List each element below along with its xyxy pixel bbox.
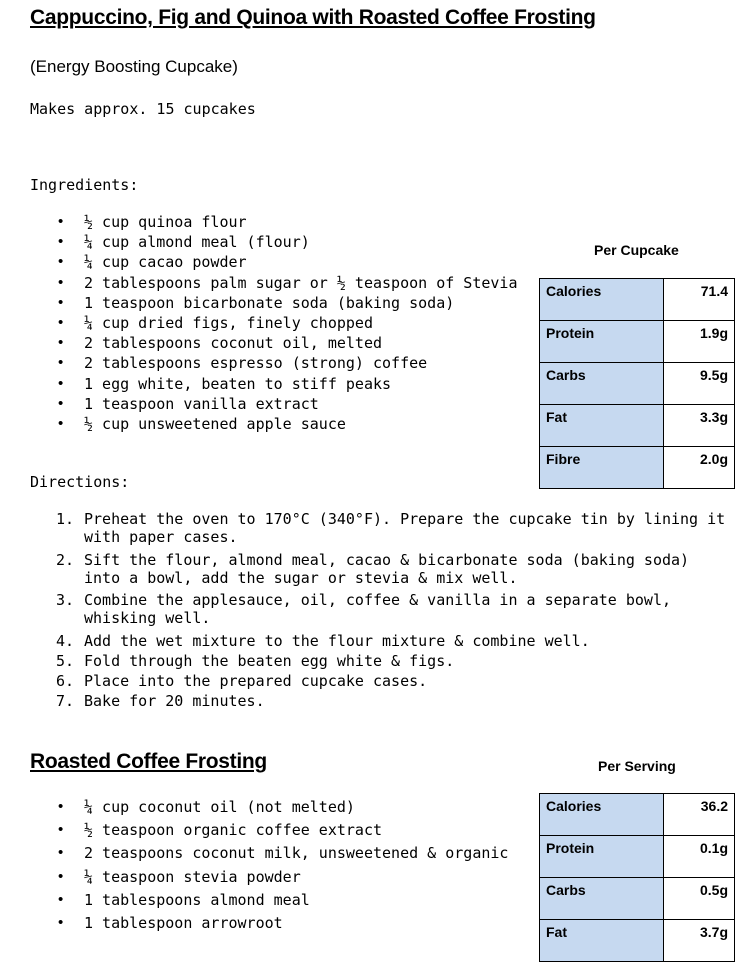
ingredient-item: • ½ teaspoon organic coffee extract	[0, 821, 508, 844]
ingredient-item: • 1 teaspoon vanilla extract	[0, 395, 517, 415]
ingredient-item: • 2 teaspoons coconut milk, unsweetened & organic	[0, 844, 508, 867]
ingredient-item: • ¼ cup almond meal (flour)	[0, 233, 517, 253]
ingredient-item: • 1 tablespoons almond meal	[0, 891, 508, 914]
table-row	[540, 878, 735, 920]
table-row	[540, 363, 735, 405]
nutrition-value: 2.0g	[664, 447, 735, 489]
direction-step	[0, 591, 725, 632]
step-number: 1.	[56, 510, 75, 528]
step-text: with paper cases.	[84, 528, 238, 546]
step-number: 6.	[56, 671, 75, 690]
step-number: 4.	[56, 631, 75, 650]
nutrition-label: Fibre	[540, 447, 664, 489]
nutrition-label: Carbs	[540, 878, 664, 920]
nutrition-value: 0.5g	[664, 878, 735, 920]
nutrition-heading: Per Cupcake	[594, 242, 679, 258]
ingredient-item: • ¼ teaspoon stevia powder	[0, 868, 508, 891]
step-number: 5.	[56, 651, 75, 670]
ingredient-item: • 2 tablespoons espresso (strong) coffee	[0, 354, 517, 374]
table-row	[540, 920, 735, 962]
nutrition-value: 1.9g	[664, 321, 735, 363]
nutrition-value: 0.1g	[664, 836, 735, 878]
table-row	[540, 321, 735, 363]
frosting-nutrition-table	[539, 793, 735, 962]
table-row	[540, 794, 735, 836]
frosting-title: Roasted Coffee Frosting	[30, 750, 267, 773]
step-number: 2.	[56, 550, 75, 569]
nutrition-label: Calories	[540, 279, 664, 321]
nutrition-label: Protein	[540, 321, 664, 363]
ingredients-label: Ingredients:	[30, 176, 139, 194]
nutrition-value: 3.3g	[664, 405, 735, 447]
nutrition-value: 36.2	[664, 794, 735, 836]
frosting-nutrition-heading: Per Serving	[598, 758, 676, 774]
ingredient-item: • ¼ cup coconut oil (not melted)	[0, 798, 508, 821]
recipe-title: Cappuccino, Fig and Quinoa with Roasted Coffee Frosting	[30, 6, 596, 29]
nutrition-value: 3.7g	[664, 920, 735, 962]
step-text: whisking well.	[84, 609, 211, 627]
direction-step	[0, 692, 725, 712]
directions-label: Directions:	[30, 473, 130, 491]
direction-step	[0, 632, 725, 652]
ingredient-item: • 1 egg white, beaten to stiff peaks	[0, 375, 517, 395]
ingredient-item: • ¼ cup cacao powder	[0, 253, 517, 273]
ingredient-item: • 2 tablespoons coconut oil, melted	[0, 334, 517, 354]
recipe-yield: Makes approx. 15 cupcakes	[30, 100, 256, 118]
nutrition-table	[539, 278, 735, 489]
step-text: Fold through the beaten egg white & figs.	[84, 651, 455, 670]
nutrition-label: Fat	[540, 920, 664, 962]
step-text: Sift the flour, almond meal, cacao & bicarbonate soda (baking soda)	[84, 550, 690, 569]
step-text: into a bowl, add the sugar or stevia & mix well.	[84, 568, 518, 587]
direction-step	[0, 510, 725, 551]
table-row	[540, 447, 735, 489]
table-row	[540, 405, 735, 447]
directions-list	[0, 510, 725, 712]
nutrition-label: Carbs	[540, 363, 664, 405]
ingredient-item: • ¼ cup dried figs, finely chopped	[0, 314, 517, 334]
step-text: Combine the applesauce, oil, coffee & vanilla in a separate bowl,	[84, 591, 671, 609]
step-text: Add the wet mixture to the flour mixture & combine well.	[84, 631, 590, 650]
step-number: 7.	[56, 692, 75, 711]
direction-step	[0, 672, 725, 692]
step-text: Preheat the oven to 170°C (340°F). Prepare the cupcake tin by lining it	[84, 510, 726, 528]
ingredient-item: • 1 tablespoon arrowroot	[0, 914, 508, 937]
recipe-subtitle: (Energy Boosting Cupcake)	[30, 57, 238, 76]
nutrition-label: Calories	[540, 794, 664, 836]
frosting-ingredients-list	[0, 798, 508, 937]
nutrition-label: Protein	[540, 836, 664, 878]
nutrition-label: Fat	[540, 405, 664, 447]
nutrition-value: 9.5g	[664, 363, 735, 405]
ingredient-item: • ½ cup unsweetened apple sauce	[0, 415, 517, 435]
step-text: Bake for 20 minutes.	[84, 692, 265, 711]
direction-step	[0, 652, 725, 672]
ingredient-item: • 2 tablespoons palm sugar or ½ teaspoon of Stevia	[0, 274, 517, 294]
table-row	[540, 279, 735, 321]
ingredient-item: • ½ cup quinoa flour	[0, 213, 517, 233]
step-text: Place into the prepared cupcake cases.	[84, 671, 428, 690]
table-row	[540, 836, 735, 878]
nutrition-value: 71.4	[664, 279, 735, 321]
direction-step	[0, 551, 725, 592]
ingredients-list	[0, 213, 517, 435]
ingredient-item: • 1 teaspoon bicarbonate soda (baking soda)	[0, 294, 517, 314]
step-number: 3.	[56, 591, 75, 609]
